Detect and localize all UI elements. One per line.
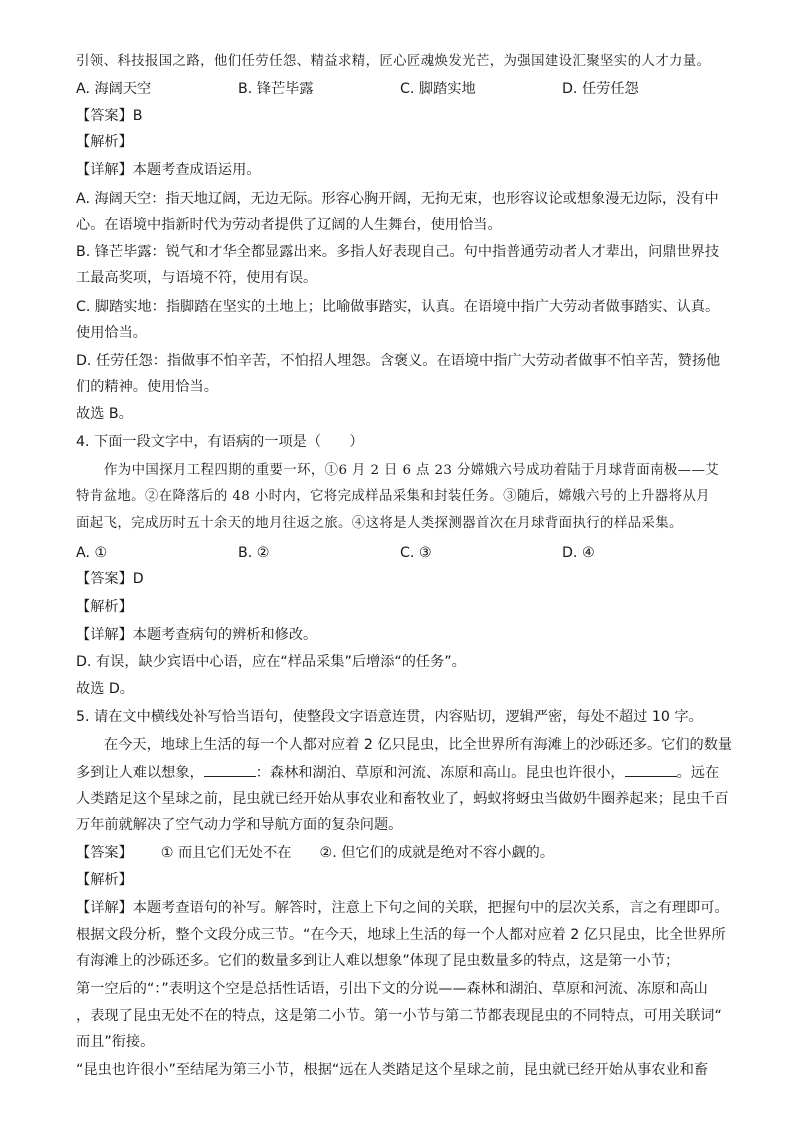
q3-answer: 【答案】B: [76, 108, 143, 124]
q3-detail-line: 心。在语境中指新时代为劳动者提供了辽阔的人生舞台，使用恰当。: [76, 217, 502, 233]
answer-label: 【答案】: [76, 845, 133, 861]
q3-conclusion: 故选 B。: [76, 406, 133, 422]
q3-detail-line: D. 任劳任怨：指做事不怕辛苦，不怕招人埋怨。含褒义。在语境中指广大劳动者做事不怕辛苦，赞扬他: [76, 353, 721, 369]
q3-detail-line: 使用恰当。: [76, 325, 147, 341]
passage-line: 引领、科技报国之路，他们任劳任怨、精益求精，匠心匠魂焕发光芒，为强国建设汇聚坚实的人才力量。: [76, 54, 711, 69]
q5-detail-line: 【详解】本题考查语句的补写。解答时，注意上下句之间的关联，把握句中的层次关系，言之有理即可。: [76, 900, 729, 916]
q5-detail-line: 第一空后的“：”表明这个空是总括性话语，引出下文的分说——森林和湖泊、草原和河流、冻原和高山: [76, 981, 708, 997]
q3-detail-line: 们的精神。使用恰当。: [76, 379, 218, 395]
q3-option-c: C. 脚踏实地: [400, 81, 476, 97]
q5-detail-line: “昆虫也许很小”至结尾为第三小节，根据“远在人类踏足这个星球之前，昆虫就已经开始从事农业和畜: [76, 1062, 709, 1078]
q3-analysis-label: 【解析】: [76, 134, 133, 150]
q3-detail-line: C. 脚踏实地：指脚踏在坚实的土地上；比喻做事踏实，认真。在语境中指广大劳动者做事踏实、认真。: [76, 299, 720, 315]
q5-passage-line: 万年前就解决了空气动力学和导航方面的复杂问题。: [76, 817, 403, 833]
fill-blank-2: [625, 762, 677, 777]
q4-conclusion: 故选 D。: [76, 681, 134, 697]
q5-passage-line-with-blanks: [76, 762, 719, 783]
q4-passage-line: 特肯盆地。②在降落后的 48 小时内，它将完成样品采集和封装任务。③随后，嫦娥六号的上升器将从月: [76, 489, 710, 504]
q5-question: 5. 请在文中横线处补写恰当语句，使整段文字语意连贯，内容贴切，逻辑严密，每处不超过 10 字。: [76, 709, 703, 725]
passage-fragment: 。远在: [676, 765, 720, 781]
answer-item-1: ① 而且它们无处不在: [160, 845, 292, 861]
q3-detail-line: A. 海阔天空：指天地辽阔，无边无际。形容心胸开阔，无拘无束，也形容议论或想象漫无边际，没有中: [76, 191, 719, 207]
q5-analysis-label: 【解析】: [76, 872, 133, 888]
q4-analysis-label: 【解析】: [76, 599, 133, 615]
q3-option-b: B. 锋芒毕露: [238, 81, 314, 97]
passage-fragment: ：森林和湖泊、草原和河流、冻原和高山。昆虫也许很小，: [255, 765, 625, 781]
q3-option-a: A. 海阔天空: [76, 81, 152, 97]
q4-answer: 【答案】D: [76, 571, 144, 587]
q5-answer: [76, 843, 554, 863]
q5-detail-line: 而且”衔接。: [76, 1034, 155, 1050]
q4-detail-line: D. 有误，缺少宾语中心语，应在“样品采集”后增添“的任务”。: [76, 654, 466, 670]
q3-detail-line: 工最高奖项，与语境不符，使用有误。: [76, 270, 318, 286]
q3-detail-heading: 【详解】本题考查成语运用。: [76, 162, 261, 178]
q4-option-d: D. ④: [562, 545, 595, 561]
answer-item-2: ②. 但它们的成就是绝对不容小觑的。: [319, 845, 555, 861]
q4-option-c: C. ③: [400, 545, 432, 561]
q4-option-a: A. ①: [76, 545, 108, 561]
q4-passage-line: 作为中国探月工程四期的重要一环，①6 月 2 日 6 点 23 分嫦娥六号成功着陆于月球背面南极——艾: [104, 463, 720, 478]
q3-detail-line: B. 锋芒毕露：锐气和才华全都显露出来。多指人好表现自己。句中指普通劳动者人才辈出，问鼎世界技: [76, 244, 720, 260]
fill-blank-1: [204, 762, 256, 777]
q4-option-b: B. ②: [238, 545, 270, 561]
q4-question: 4. 下面一段文字中，有语病的一项是（ ）: [76, 434, 364, 450]
q3-option-d: D. 任劳任怨: [562, 81, 639, 97]
q5-detail-line: 有海滩上的沙砾还多。它们的数量多到让人难以想象”体现了昆虫数量多的特点，这是第一小节；: [76, 953, 680, 969]
q5-passage-line: 人类踏足这个星球之前，昆虫就已经开始从事农业和畜牧业了，蚂蚁将蚜虫当做奶牛圈养起来；昆虫千百: [76, 791, 729, 807]
q5-detail-line: ，表现了昆虫无处不在的特点，这是第二小节。第一小节与第二节都表现昆虫的不同特点，可用关联词“: [76, 1008, 722, 1024]
q5-passage-line: 在今天，地球上生活的每一个人都对应着 2 亿只昆虫，比全世界所有海滩上的沙砾还多。它们的数量: [104, 737, 733, 753]
q5-detail-line: 根据文段分析，整个文段分成三节。“在今天，地球上生活的每一个人都对应着 2 亿只昆虫，比全世界所: [76, 927, 726, 943]
q4-passage-line: 面起飞，完成历时五十余天的地月往返之旅。④这将是人类探测器首次在月球背面执行的样品采集。: [76, 516, 683, 531]
passage-fragment: 多到让人难以想象，: [76, 765, 204, 781]
q4-detail-heading: 【详解】本题考查病句的辨析和修改。: [76, 627, 318, 643]
